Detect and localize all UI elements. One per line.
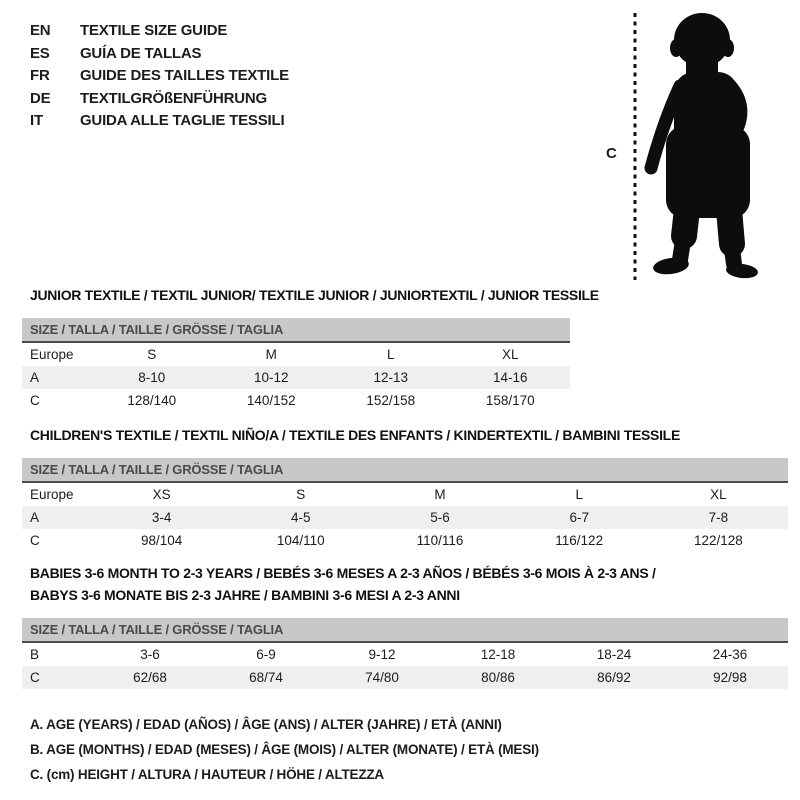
- size-value-cell: 152/158: [366, 393, 416, 408]
- language-title-list: [30, 20, 289, 133]
- footnote-line: B. AGE (MONTHS) / EDAD (MESES) / ÂGE (MOIS) / ALTER (MONATE) / ETÀ (MESI): [30, 742, 539, 757]
- size-value-cell: 14-16: [492, 370, 528, 385]
- section-heading: [30, 424, 788, 446]
- row-label: C: [30, 533, 40, 548]
- size-value-cell: 8-10: [138, 370, 166, 385]
- row-label: C: [30, 670, 40, 685]
- size-value-cell: M: [434, 487, 446, 502]
- size-value-cell: 10-12: [253, 370, 289, 385]
- size-value-cell: 12-13: [373, 370, 409, 385]
- section-heading: [30, 284, 599, 306]
- table-row: [22, 529, 788, 552]
- guide-title: TEXTILE SIZE GUIDE: [79, 22, 228, 39]
- table-row: [22, 666, 788, 689]
- size-value-cell: 5-6: [430, 510, 450, 525]
- table-row: [22, 483, 788, 506]
- row-label: B: [30, 647, 40, 662]
- language-row: [30, 43, 289, 66]
- size-value-cell: 116/122: [555, 533, 604, 548]
- language-code: FR: [30, 67, 50, 84]
- size-value-cell: S: [147, 347, 157, 362]
- size-value-cell: 104/110: [276, 533, 325, 548]
- table-row: [22, 343, 570, 366]
- section-heading: [30, 562, 788, 606]
- section-heading-line: CHILDREN'S TEXTILE / TEXTIL NIÑO/A / TEXTILE DES ENFANTS / KINDERTEXTIL / BAMBINI TESSILE: [30, 427, 680, 443]
- language-code: IT: [30, 112, 43, 129]
- guide-title: GUIDE DES TAILLES TEXTILE: [79, 67, 289, 84]
- guide-title: GUÍA DE TALLAS: [79, 44, 202, 62]
- language-row: [30, 20, 289, 43]
- size-value-cell: 122/128: [693, 533, 743, 548]
- section-heading-line: BABIES 3-6 MONTH TO 2-3 YEARS / BEBÉS 3-6 MESES A 2-3 AÑOS / BÉBÉS 3-6 MOIS À 2-3 ANS /: [30, 565, 656, 581]
- size-value-cell: 7-8: [708, 510, 729, 525]
- size-table-rows: [22, 483, 788, 552]
- section-heading-line: JUNIOR TEXTILE / TEXTIL JUNIOR/ TEXTILE JUNIOR / JUNIORTEXTIL / JUNIOR TESSILE: [30, 287, 599, 303]
- size-value-cell: 6-7: [569, 510, 589, 525]
- size-table: [22, 458, 788, 552]
- size-value-cell: 92/98: [713, 670, 747, 685]
- size-table-rows: [22, 643, 788, 689]
- size-value-cell: M: [265, 347, 277, 362]
- size-section: [22, 424, 788, 552]
- size-value-cell: 140/152: [246, 393, 296, 408]
- size-value-cell: L: [386, 347, 395, 362]
- size-value-cell: 18-24: [596, 647, 632, 662]
- row-label: Europe: [30, 487, 74, 502]
- size-value-cell: 3-6: [140, 647, 160, 662]
- guide-title: GUIDA ALLE TAGLIE TESSILI: [79, 112, 285, 129]
- row-label: A: [30, 510, 40, 525]
- toddler-silhouette: [630, 8, 780, 283]
- size-table-header: SIZE / TALLA / TAILLE / GRÖSSE / TAGLIA: [22, 618, 788, 643]
- row-label: A: [30, 370, 40, 385]
- size-value-cell: XL: [501, 347, 519, 362]
- table-row: [22, 643, 788, 666]
- size-section: [22, 562, 788, 689]
- language-row: [30, 65, 289, 88]
- size-value-cell: 62/68: [133, 670, 167, 685]
- size-value-cell: 158/170: [485, 393, 535, 408]
- size-value-cell: XL: [710, 487, 727, 502]
- size-value-cell: L: [575, 487, 583, 502]
- footnote-line: A. AGE (YEARS) / EDAD (AÑOS) / ÂGE (ANS) / ALTER (JAHRE) / ETÀ (ANNI): [30, 717, 502, 732]
- size-value-cell: 4-5: [291, 510, 311, 525]
- row-label: C: [30, 393, 40, 408]
- size-table-rows: [22, 343, 570, 412]
- toddler-figure: [600, 8, 785, 293]
- size-value-cell: 80/86: [481, 670, 515, 685]
- size-table: [22, 318, 570, 412]
- size-value-cell: 24-36: [712, 647, 748, 662]
- size-value-cell: 86/92: [597, 670, 631, 685]
- size-section: [22, 284, 599, 412]
- size-value-cell: 6-9: [256, 647, 276, 662]
- table-row: [22, 366, 570, 389]
- size-value-cell: 3-4: [151, 510, 172, 525]
- language-code: ES: [30, 44, 50, 62]
- size-value-cell: 68/74: [249, 670, 283, 685]
- size-table: [22, 618, 788, 689]
- size-table-header: SIZE / TALLA / TAILLE / GRÖSSE / TAGLIA: [22, 458, 788, 483]
- size-value-cell: 110/116: [416, 533, 464, 548]
- size-value-cell: 74/80: [365, 670, 399, 685]
- size-value-cell: 98/104: [140, 533, 183, 548]
- row-label: Europe: [30, 347, 74, 362]
- size-value-cell: S: [296, 487, 306, 502]
- guide-title: TEXTILGRÖßENFÜHRUNG: [79, 89, 267, 107]
- footnote-line: C. (cm) HEIGHT / ALTURA / HAUTEUR / HÖHE / ALTEZZA: [30, 767, 384, 782]
- height-measure-label: C: [606, 145, 617, 162]
- language-code: DE: [30, 89, 51, 107]
- footnotes: [30, 712, 539, 787]
- table-row: [22, 389, 570, 412]
- language-row: [30, 110, 289, 133]
- language-code: EN: [30, 22, 51, 39]
- section-heading-line: BABYS 3-6 MONATE BIS 2-3 JAHRE / BAMBINI 3-6 MESI A 2-3 ANNI: [30, 587, 460, 603]
- size-value-cell: 9-12: [368, 647, 396, 662]
- size-value-cell: 128/140: [127, 393, 177, 408]
- language-row: [30, 88, 289, 111]
- toddler-body-shapes: [651, 13, 759, 280]
- size-value-cell: XS: [152, 487, 171, 502]
- size-table-header: SIZE / TALLA / TAILLE / GRÖSSE / TAGLIA: [22, 318, 570, 343]
- size-value-cell: 12-18: [480, 647, 516, 662]
- table-row: [22, 506, 788, 529]
